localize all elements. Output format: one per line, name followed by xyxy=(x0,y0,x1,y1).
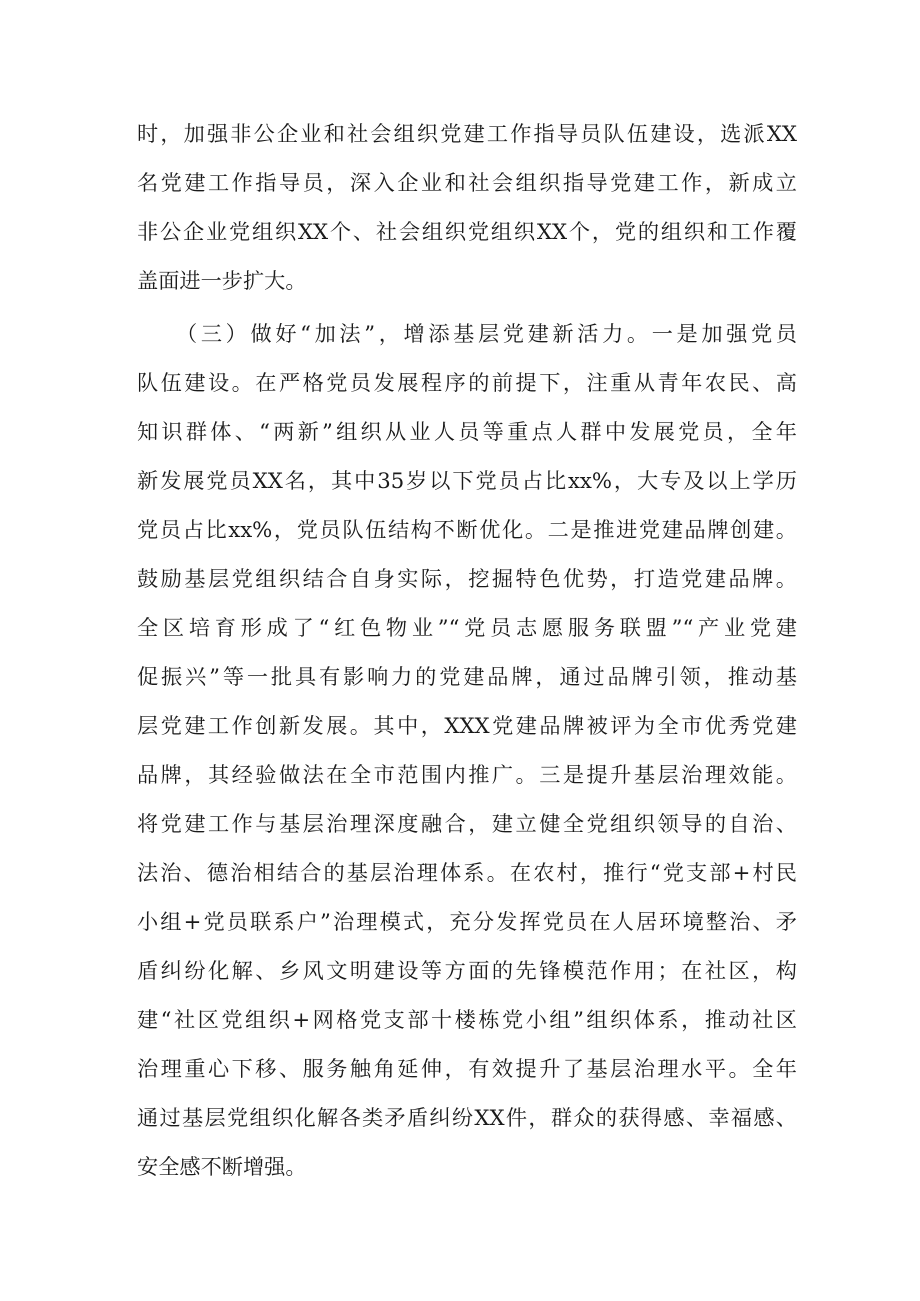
text-line: 法治、德治相结合的基层治理体系。在农村，推行“党支部+村民 xyxy=(137,860,797,885)
text-line: 队伍建设。在严格党员发展程序的前提下，注重从青年农民、高 xyxy=(137,370,797,395)
text-line: 建“社区党组织+网格党支部十楼栋党小组”组织体系，推动社区 xyxy=(137,1007,797,1032)
text-line: （三）做好“加法”，增添基层党建新活力。一是加强党员 xyxy=(137,321,797,346)
text-line: 治理重心下移、服务触角延伸，有效提升了基层治理水平。全年 xyxy=(137,1056,797,1081)
text-line: 党员占比xx%，党员队伍结构不断优化。二是推进党建品牌创建。 xyxy=(137,517,797,542)
text-line: 盖面进一步扩大。 xyxy=(137,268,307,293)
document-body xyxy=(137,109,797,1191)
text-line: 将党建工作与基层治理深度融合，建立健全党组织领导的自治、 xyxy=(137,811,797,836)
text-line: 盾纠纷化解、乡风文明建设等方面的先锋模范作用；在社区，构 xyxy=(137,958,797,983)
text-line: 层党建工作创新发展。其中，XXX党建品牌被评为全市优秀党建 xyxy=(137,713,797,738)
text-line: 名党建工作指导员，深入企业和社会组织指导党建工作，新成立 xyxy=(137,170,797,195)
text-line: 知识群体、“两新”组织从业人员等重点人群中发展党员，全年 xyxy=(137,419,797,444)
text-line: 品牌，其经验做法在全市范围内推广。三是提升基层治理效能。 xyxy=(137,762,797,787)
paragraph-1 xyxy=(137,109,797,305)
text-line: 促振兴”等一批具有影响力的党建品牌，通过品牌引领，推动基 xyxy=(137,664,797,689)
text-line: 新发展党员XX名，其中35岁以下党员占比xx%，大专及以上学历 xyxy=(137,468,797,493)
text-line: 小组+党员联系户”治理模式，充分发挥党员在人居环境整治、矛 xyxy=(137,909,797,934)
paragraph-2 xyxy=(137,309,797,1191)
text-line: 通过基层党组织化解各类矛盾纠纷XX件，群众的获得感、幸福感、 xyxy=(137,1105,797,1130)
text-line: 时，加强非公企业和社会组织党建工作指导员队伍建设，选派XX xyxy=(137,121,797,146)
text-line: 鼓励基层党组织结合自身实际，挖掘特色优势，打造党建品牌。 xyxy=(137,566,797,591)
text-line: 全区培育形成了“红色物业”“党员志愿服务联盟”“产业党建 xyxy=(137,615,797,640)
text-line: 非公企业党组织XX个、社会组织党组织XX个，党的组织和工作覆 xyxy=(137,219,797,244)
text-line: 安全感不断增强。 xyxy=(137,1154,307,1179)
